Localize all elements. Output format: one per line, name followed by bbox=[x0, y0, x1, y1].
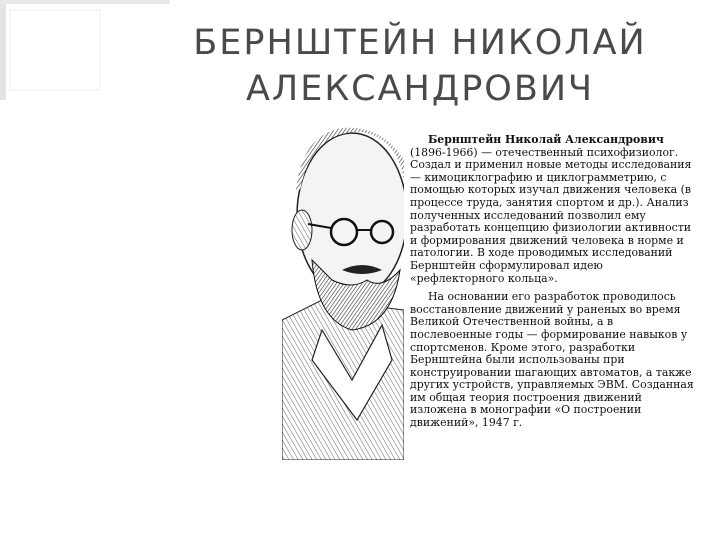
page-title bbox=[150, 20, 690, 112]
man-portrait-engraving-icon bbox=[282, 120, 404, 460]
title-line-2: АЛЕКСАНДРОВИЧ bbox=[245, 69, 595, 109]
bio-paragraph-2: На основании его разработок проводилось восстановление движений у раненых во время Великой Отечественной войны, а в послевоенные годы — формирование навыков у спортсменов. Кроме этого, разработки Бернштейна были использованы при конструировании шагающих автоматов, а также других устройств, управляемых ЭВМ. Созданная им общая теория построения движений изложена в монографии «О построении движений», 1947 г. bbox=[410, 290, 694, 430]
bio-name: Бернштейн Николай Александрович bbox=[428, 133, 664, 146]
decorative-corner bbox=[0, 0, 170, 100]
biography-text bbox=[410, 134, 695, 436]
bio-paragraph-1-text: (1896-1966) — отечественный психофизиолог. Создал и применил новые методы исследования — кимоциклографию и циклограмметрию, с помощью которых изучал движения человека (в процессе труда, занятия спортом и др.). Анализ полученных исследований позволил ему разработать концепцию физиологии активности и формирования движений человека в норме и патологии. В ходе проводимых исследований Бернштейн сформулировал идею «рефлекторного кольца». bbox=[410, 145, 692, 285]
bio-paragraph-1 bbox=[410, 134, 695, 285]
title-line-1: БЕРНШТЕЙН НИКОЛАЙ bbox=[193, 23, 647, 63]
